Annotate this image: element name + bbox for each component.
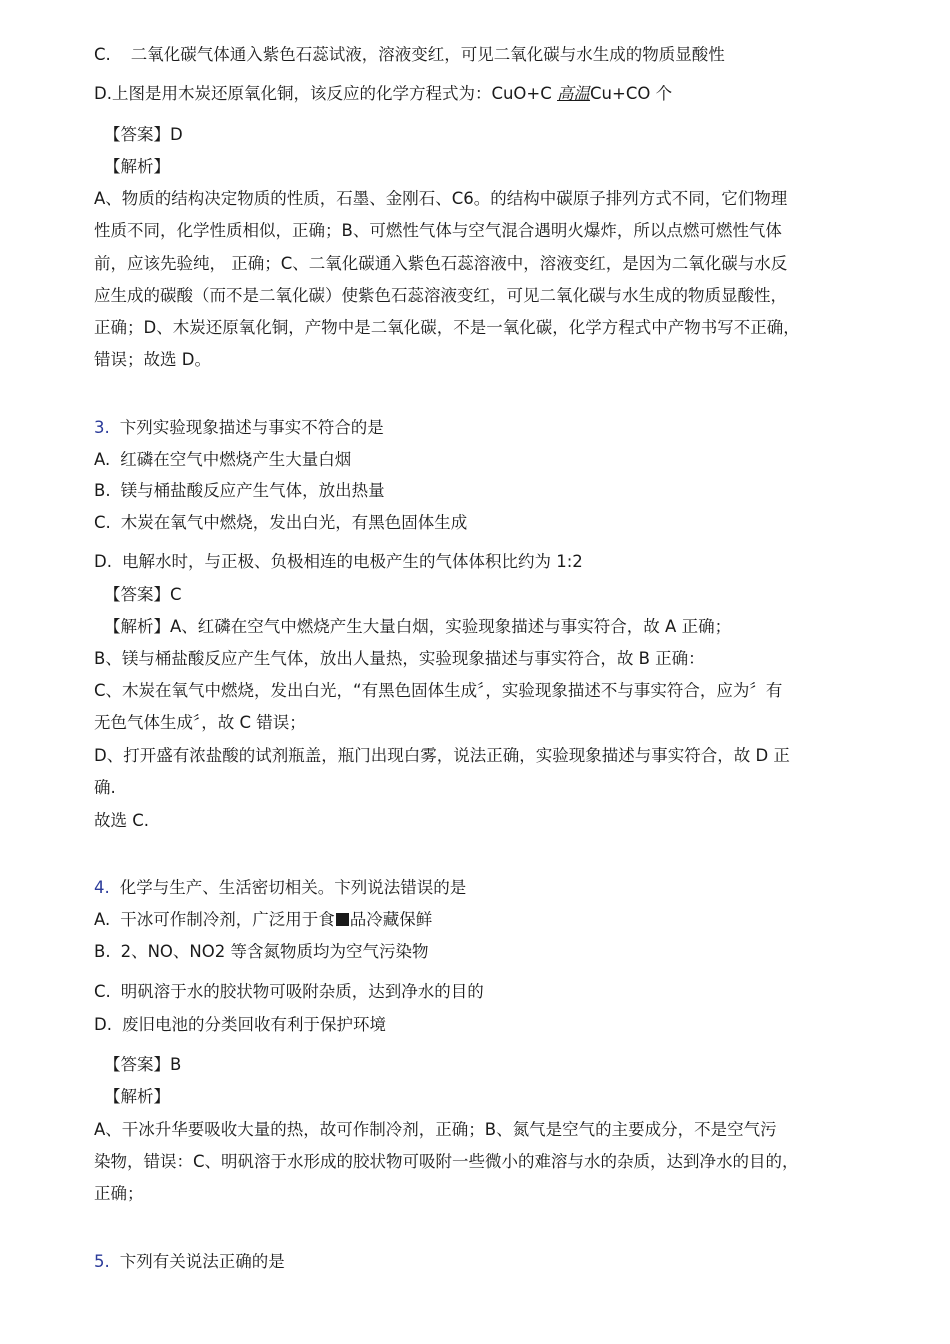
option-label: D. (94, 552, 112, 571)
prev-analysis-line: 应生成的碳酸（而不是二氧化碳）使紫色石蕊溶液变红，可见二氧化碳与水生成的物质显酸性， (94, 286, 787, 305)
prev-analysis-line: 错误；故选 D。 (94, 350, 211, 369)
q3-answer: 【答案】C (104, 585, 182, 604)
q3-option-d (94, 551, 583, 573)
option-text: 镁与桶盐酸反应产生气体，放出热量 (120, 481, 385, 500)
option-text: 二氧化碳气体通入紫色石蕊试液，溶液变红，可见二氧化碳与水生成的物质显酸性 (130, 45, 725, 64)
q3-option-b (94, 480, 385, 502)
q4-option-c (94, 981, 484, 1003)
option-text: 品冷藏保鲜 (349, 910, 433, 929)
q4-option-a (94, 909, 432, 931)
q4-analysis-line: 正确； (94, 1184, 144, 1203)
prev-analysis-title: 【解析】 (104, 157, 170, 176)
q3-analysis-line: 确. (94, 778, 116, 797)
question-text: 化学与生产、生活密切相关。卞列说法错误的是 (119, 878, 467, 897)
prev-answer: 【答案】D (104, 125, 183, 144)
question-text: 卞列有关说法正确的是 (119, 1252, 285, 1271)
option-label: A. (94, 910, 111, 929)
black-square-icon (336, 913, 349, 926)
q4-analysis-line: 染物，错误：C、明矾溶于水形成的胶状物可吸附一些微小的难溶与水的杂质，达到净水的目的， (94, 1152, 799, 1171)
option-text: 木炭在氧气中燃烧，发出白光，有黑色固体生成 (120, 513, 468, 532)
question-5-stem (94, 1251, 285, 1273)
q3-analysis-line: D、打开盛有浓盐酸的试剂瓶盖，瓶门出现白雾，说法正确，实验现象描述与事实符合，故 D 正 (94, 746, 790, 765)
q3-option-c (94, 512, 467, 534)
q3-analysis-line: 【解析】A、红磷在空气中燃烧产生大量白烟，实验现象描述与事实符合，故 A 正确； (104, 617, 732, 636)
question-number: 5. (94, 1252, 110, 1271)
equation-post: Cu+CO 个 (590, 84, 673, 103)
option-text: 明矾溶于水的胶状物可吸附杂质，达到净水的目的 (120, 982, 484, 1001)
q4-answer: 【答案】B (104, 1055, 182, 1074)
q3-option-a (94, 449, 351, 471)
equation-pre: 上图是用木炭还原氧化铜，该反应的化学方程式为：CuO+C (111, 84, 558, 103)
prev-option-d (94, 83, 672, 105)
reaction-condition: 高温 (557, 84, 591, 103)
q4-analysis-title: 【解析】 (104, 1087, 170, 1106)
option-label: A. (94, 450, 111, 469)
question-4-stem (94, 877, 466, 899)
q4-option-d (94, 1014, 386, 1036)
prev-analysis-line: 正确；D、木炭还原氧化铜，产物中是二氧化碳，不是一氧化碳，化学方程式中产物书写不正确， (94, 318, 800, 337)
q3-analysis-line: 无色气体生成〞，故 C 错误； (94, 713, 306, 732)
option-label: D. (94, 84, 112, 103)
option-text: 干冰可作制冷剂，广泛用于食 (120, 910, 335, 929)
option-label: D. (94, 1015, 112, 1034)
option-label: C. (94, 45, 111, 64)
option-label: B. (94, 481, 111, 500)
option-text: 电解水时，与正极、负极相连的电极产生的气体体积比约为 1:2 (121, 552, 583, 571)
option-label: C. (94, 513, 111, 532)
prev-analysis-line: 性质不同，化学性质相似，正确；B、可燃性气体与空气混合遇明火爆炸，所以点燃可燃性气体 (94, 221, 782, 240)
q4-option-b (94, 941, 428, 963)
option-text: 2、NO、NO2 等含氮物质均为空气污染物 (120, 942, 429, 961)
question-number: 4. (94, 878, 110, 897)
q3-analysis-line: B、镁与桶盐酸反应产生气体，放出人量热，实验现象描述与事实符合，故 B 正确： (94, 649, 705, 668)
q3-analysis-line: 故选 C. (94, 811, 150, 830)
question-3-stem (94, 417, 384, 439)
option-text: 废旧电池的分类回收有利于保护环境 (121, 1015, 386, 1034)
q4-analysis-line: A、干冰升华要吸收大量的热，故可作制冷剂，正确；B、氮气是空气的主要成分，不是空气污 (94, 1120, 777, 1139)
option-label: B. (94, 942, 111, 961)
question-number: 3. (94, 418, 110, 437)
prev-analysis-line: A、物质的结构决定物质的性质，石墨、金刚石、C6。的结构中碳原子排列方式不同，它们物理 (94, 189, 788, 208)
q3-analysis-line: C、木炭在氧气中燃烧，发出白光，“有黑色固体生成〞，实验现象描述不与事实符合，应为〞有 (94, 681, 783, 700)
prev-option-c (94, 44, 725, 66)
option-text: 红磷在空气中燃烧产生大量白烟 (120, 450, 352, 469)
option-label: C. (94, 982, 111, 1001)
prev-analysis-line: 前，应该先验纯， 正确；C、二氧化碳通入紫色石蕊溶液中，溶液变红，是因为二氧化碳与水反 (94, 254, 788, 273)
question-text: 卞列实验现象描述与事实不符合的是 (119, 418, 384, 437)
